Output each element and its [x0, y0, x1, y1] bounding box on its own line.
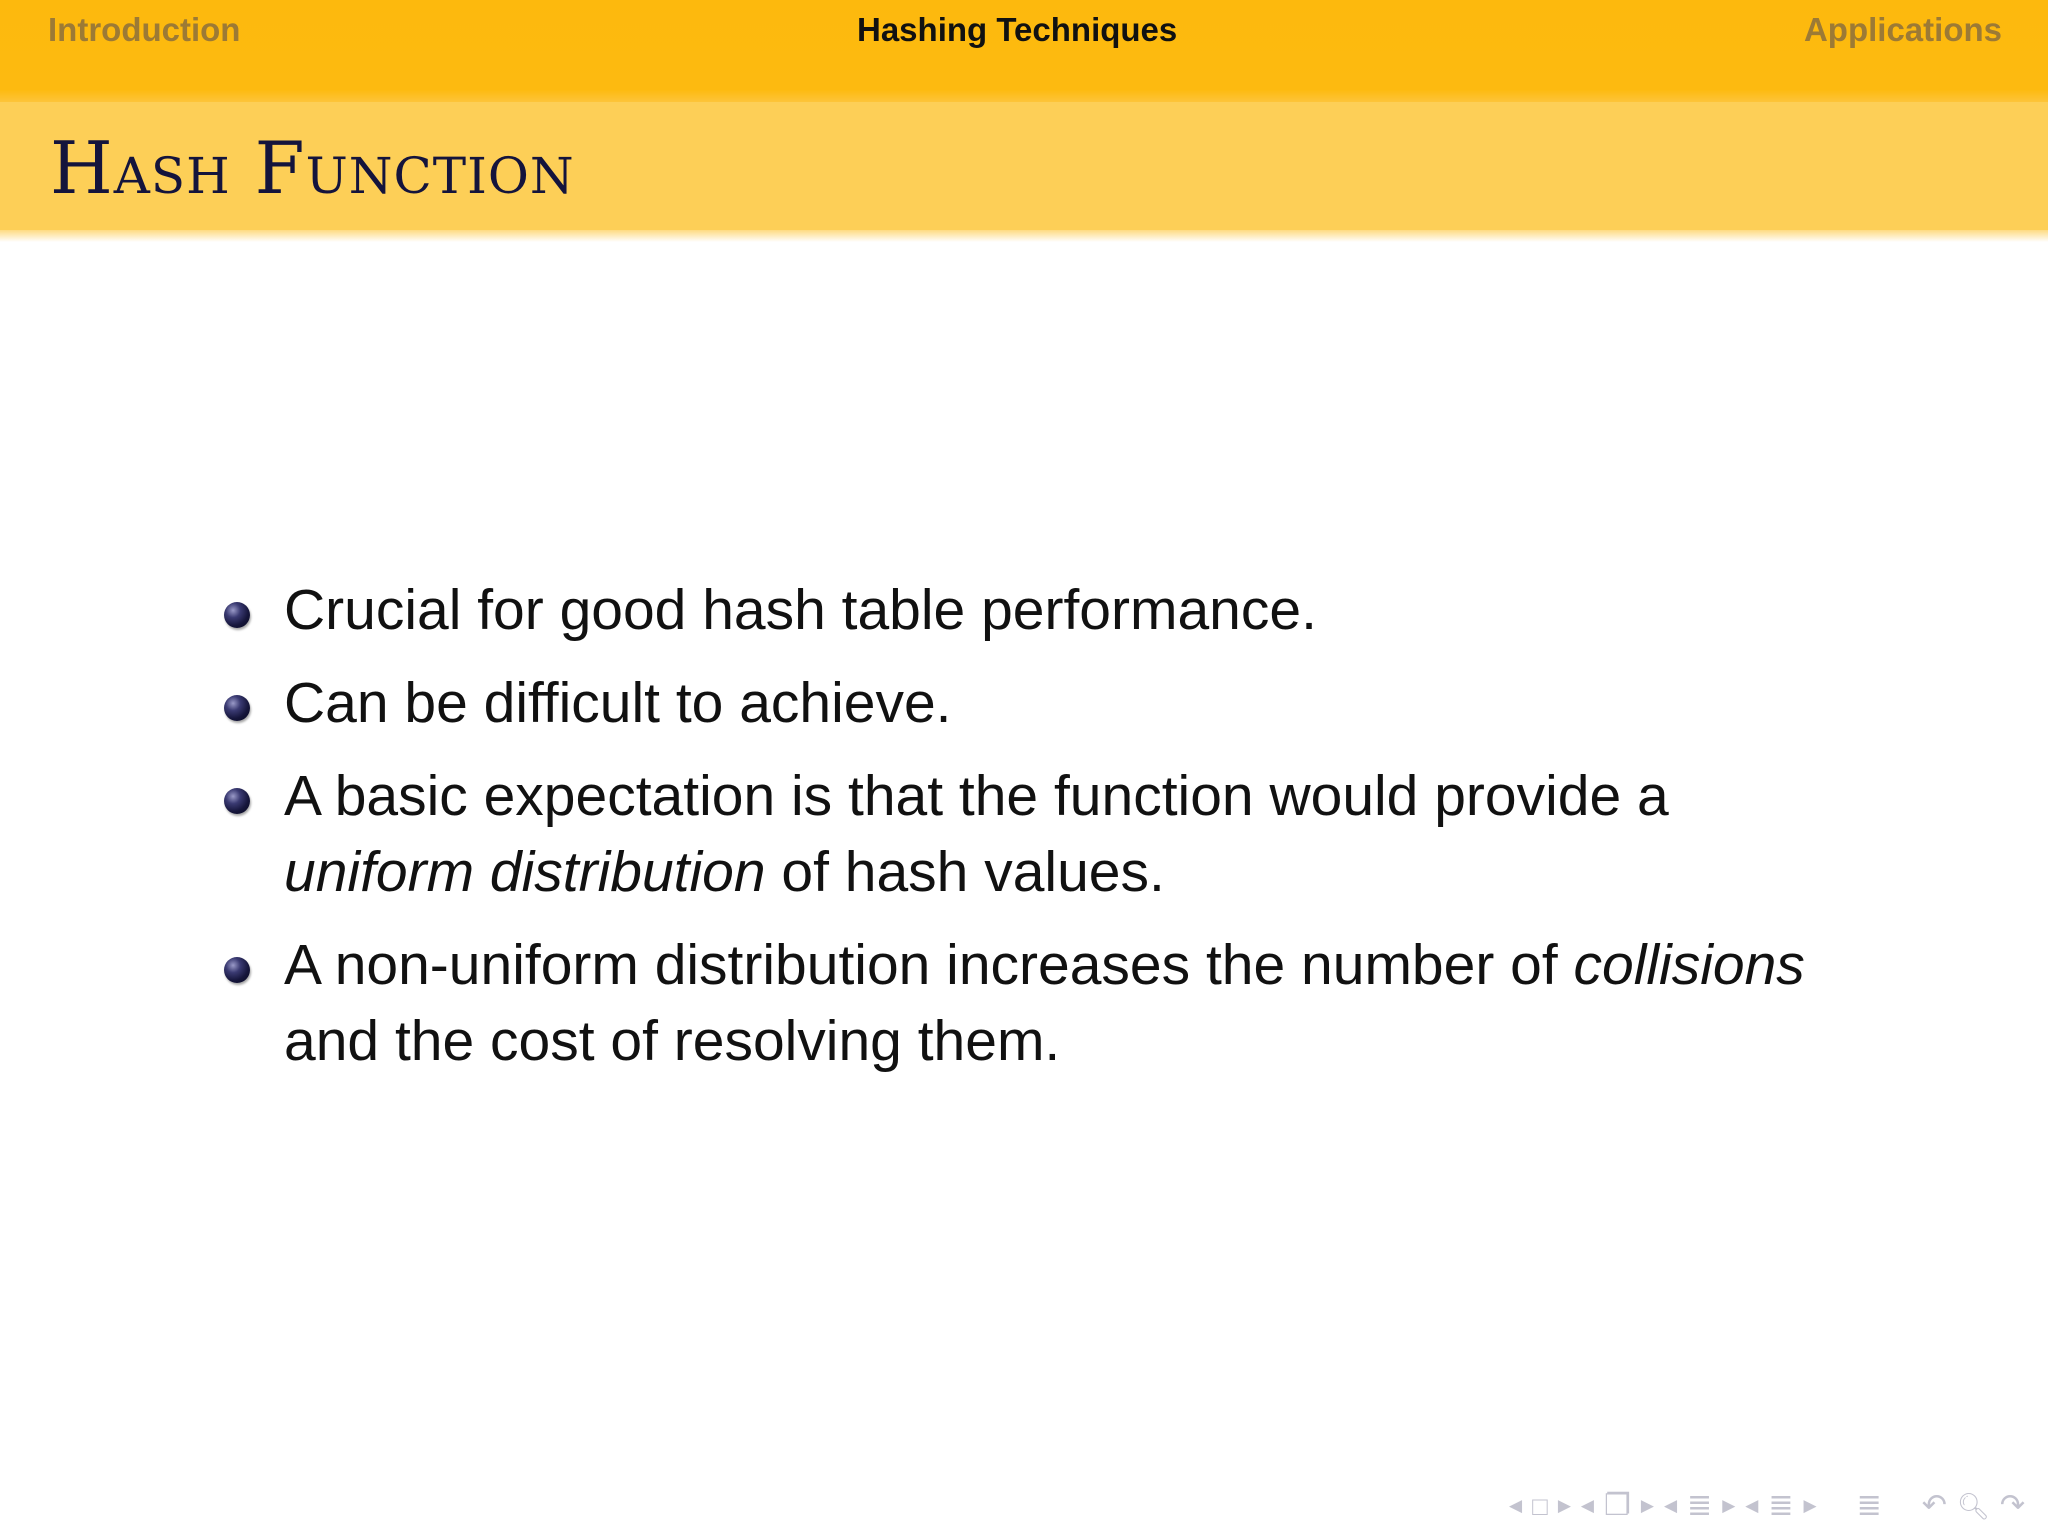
emphasis-collisions: collisions — [1573, 933, 1805, 997]
subsection-icon[interactable]: ❐ — [1603, 1489, 1631, 1522]
section-navigation-bar — [0, 0, 2048, 102]
bullet-item-collisions — [222, 927, 1842, 1079]
section-icon[interactable]: ≣ — [1687, 1489, 1713, 1522]
nav-section-introduction[interactable]: Introduction — [48, 11, 241, 48]
bullet-item-uniform-distribution — [222, 758, 1842, 910]
next-subsection-icon[interactable]: ▶ — [1640, 1496, 1654, 1515]
frame-icon[interactable]: □ — [1532, 1491, 1548, 1521]
title-bar-shadow — [0, 230, 2048, 242]
nav-section-hashing-techniques[interactable]: Hashing Techniques — [857, 11, 1178, 48]
bullet-text-end: and the cost of resolving them. — [284, 1009, 1061, 1073]
bullet-ball-icon — [224, 602, 250, 628]
next-frame-icon[interactable]: ▶ — [1557, 1496, 1571, 1515]
bullet-list — [222, 572, 1842, 1096]
forward-icon[interactable]: ↷ — [1999, 1489, 2025, 1522]
frame-title: Hash Function — [50, 126, 575, 210]
prev-frame-icon[interactable]: ◀ — [1509, 1496, 1523, 1515]
next-section-icon[interactable]: ▶ — [1722, 1496, 1736, 1515]
prev-document-icon[interactable]: ◀ — [1745, 1496, 1759, 1515]
bullet-text: Can be difficult to achieve. — [284, 671, 952, 735]
bullet-ball-icon — [224, 788, 250, 814]
bullet-ball-icon — [224, 957, 250, 983]
emphasis-uniform-distribution: uniform distribution — [284, 840, 766, 904]
search-icon[interactable]: 🔍︎ — [1956, 1491, 1990, 1521]
bullet-text-start: A basic expectation is that the function would provide a — [284, 764, 1669, 828]
back-icon[interactable]: ↶ — [1921, 1489, 1947, 1522]
prev-subsection-icon[interactable]: ◀ — [1580, 1496, 1594, 1515]
beamer-navigation-symbols — [1504, 1486, 2030, 1526]
bullet-text: Crucial for good hash table performance. — [284, 578, 1317, 642]
bullet-item-difficulty — [222, 665, 1842, 741]
next-document-icon[interactable]: ▶ — [1803, 1496, 1817, 1515]
appendix-icon[interactable]: ≣ — [1856, 1489, 1882, 1522]
bullet-text-end: of hash values. — [765, 840, 1165, 904]
prev-section-icon[interactable]: ◀ — [1663, 1496, 1678, 1515]
nav-section-applications[interactable]: Applications — [1803, 11, 2002, 48]
bullet-text-start: A non-uniform distribution increases the number of — [284, 933, 1574, 997]
bullet-ball-icon — [224, 695, 250, 721]
document-icon[interactable]: ≣ — [1768, 1489, 1794, 1522]
bullet-item-performance — [222, 572, 1842, 648]
